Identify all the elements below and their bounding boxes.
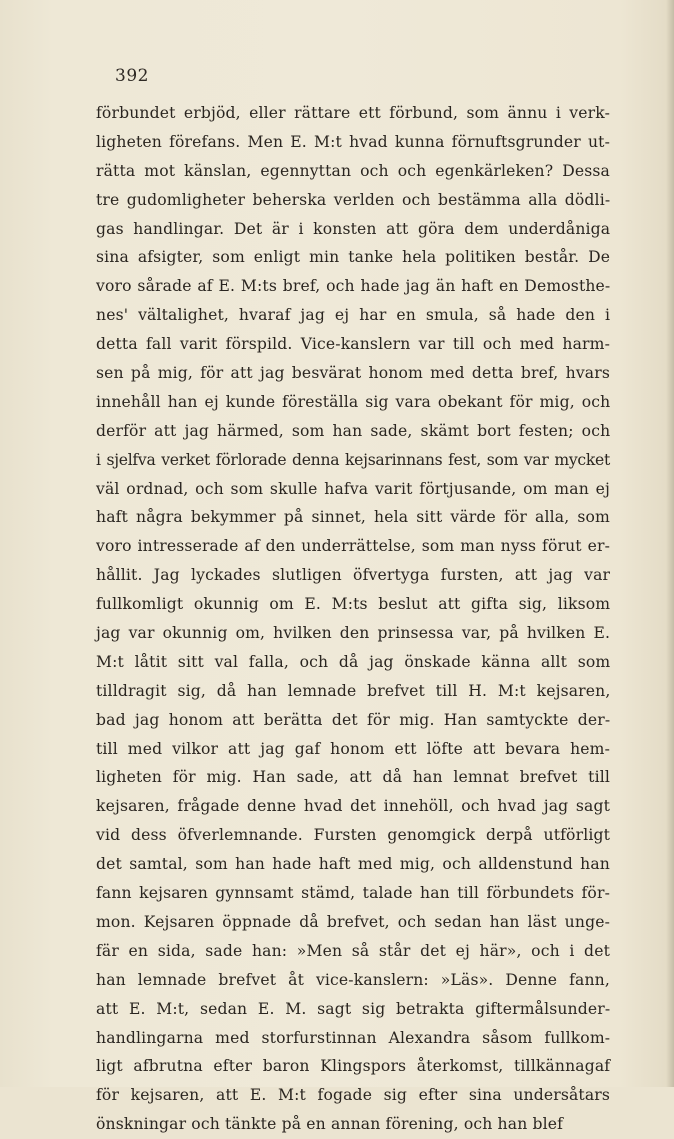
text-line: hållit. Jag lyckades slutligen öfvertyga fursten, att jag var [96,566,611,585]
text-line: att E. M:t, sedan E. M. sagt sig betrakta giftermålsunder- [96,999,611,1018]
text-line: rätta mot känslan, egennyttan och och egenkärleken? Dessa [96,161,610,180]
text-line: gas handlingar. Det är i konsten att göra dem underdåniga [96,219,611,238]
text-line: fär en sida, sade han: »Men så står det ej här», och i det [96,941,610,960]
text-line: för kejsaren, att E. M:t fogade sig efter sina undersåtars [96,1086,611,1105]
text-line: ligt afbrutna efter baron Klingspors återkomst, tillkännagaf [96,1057,611,1076]
text-line: derför att jag härmed, som han sade, skämt bort festen; och [96,421,611,440]
text-line: förbundet erbjöd, eller rättare ett förbund, som ännu i verk- [96,104,610,122]
text-line: haft några bekymmer på sinnet, hela sitt värde för alla, som [96,508,610,527]
text-line: det samtal, som han hade haft med mig, och alldenstund han [96,855,610,874]
text-line: sen på mig, för att jag besvärat honom med detta bref, hvars [96,364,610,383]
text-line: handlingarna med storfurstinnan Alexandra såsom fullkom- [96,1028,611,1047]
text-line: detta fall varit förspild. Vice-kanslern var till och med harm- [96,335,610,354]
text-line: M:t låtit sitt val falla, och då jag önskade känna allt som [96,652,611,671]
text-line: ligheten för mig. Han sade, att då han lemnat brefvet till [96,768,610,787]
text-line: väl ordnad, och som skulle hafva varit förtjusande, om man ej [96,479,610,498]
text-line: jag var okunnig om, hvilken den prinsessa var, på hvilken E. [96,624,611,643]
text-line: vid dess öfverlemnande. Fursten genomgick derpå utförligt [96,826,611,845]
text-line: tre gudomligheter beherska verlden och bestämma alla dödli- [96,190,611,209]
text-line: kejsaren, frågade denne hvad det innehöll, och hvad jag sagt [96,797,610,816]
text-line: mon. Kejsaren öppnade då brefvet, och sedan han läst unge- [96,912,610,931]
text-line: tilldragit sig, då han lemnade brefvet till H. M:t kejsaren, [96,681,611,700]
text-line: han lemnade brefvet åt vice-kanslern: »Läs». Denne fann, [96,970,610,989]
text-line: i sjelfva verket förlorade denna kejsarinnans fest, som var mycket [96,450,610,469]
body-text [96,99,610,1139]
page-number: 392 [115,66,149,86]
text-line: till med vilkor att jag gaf honom ett löfte att bevara hem- [96,739,610,758]
text-line: nes' vältalighet, hvaraf jag ej har en smula, så hade den i [96,306,611,325]
page-edge-shadow [666,0,674,1087]
text-line: ligheten förefans. Men E. M:t hvad kunna förnuftsgrunder ut- [96,132,610,151]
text-line: innehåll han ej kunde föreställa sig vara obekant för mig, och [96,392,611,411]
text-line: bad jag honom att berätta det för mig. Han samtyckte der- [96,710,611,729]
text-line: voro intresserade af den underrättelse, som man nyss förut er- [96,537,610,556]
text-line: fullkomligt okunnig om E. M:ts beslut att gifta sig, liksom [96,595,611,614]
text-line: önskningar och tänkte på en annan förening, och han blef [96,1115,564,1134]
text-line: sina afsigter, som enligt min tanke hela politiken består. De [96,248,611,267]
text-line: voro sårade af E. M:ts bref, och hade jag än haft en Demosthe- [96,277,611,296]
text-line: fann kejsaren gynnsamt stämd, talade han till förbundets för- [96,884,610,903]
